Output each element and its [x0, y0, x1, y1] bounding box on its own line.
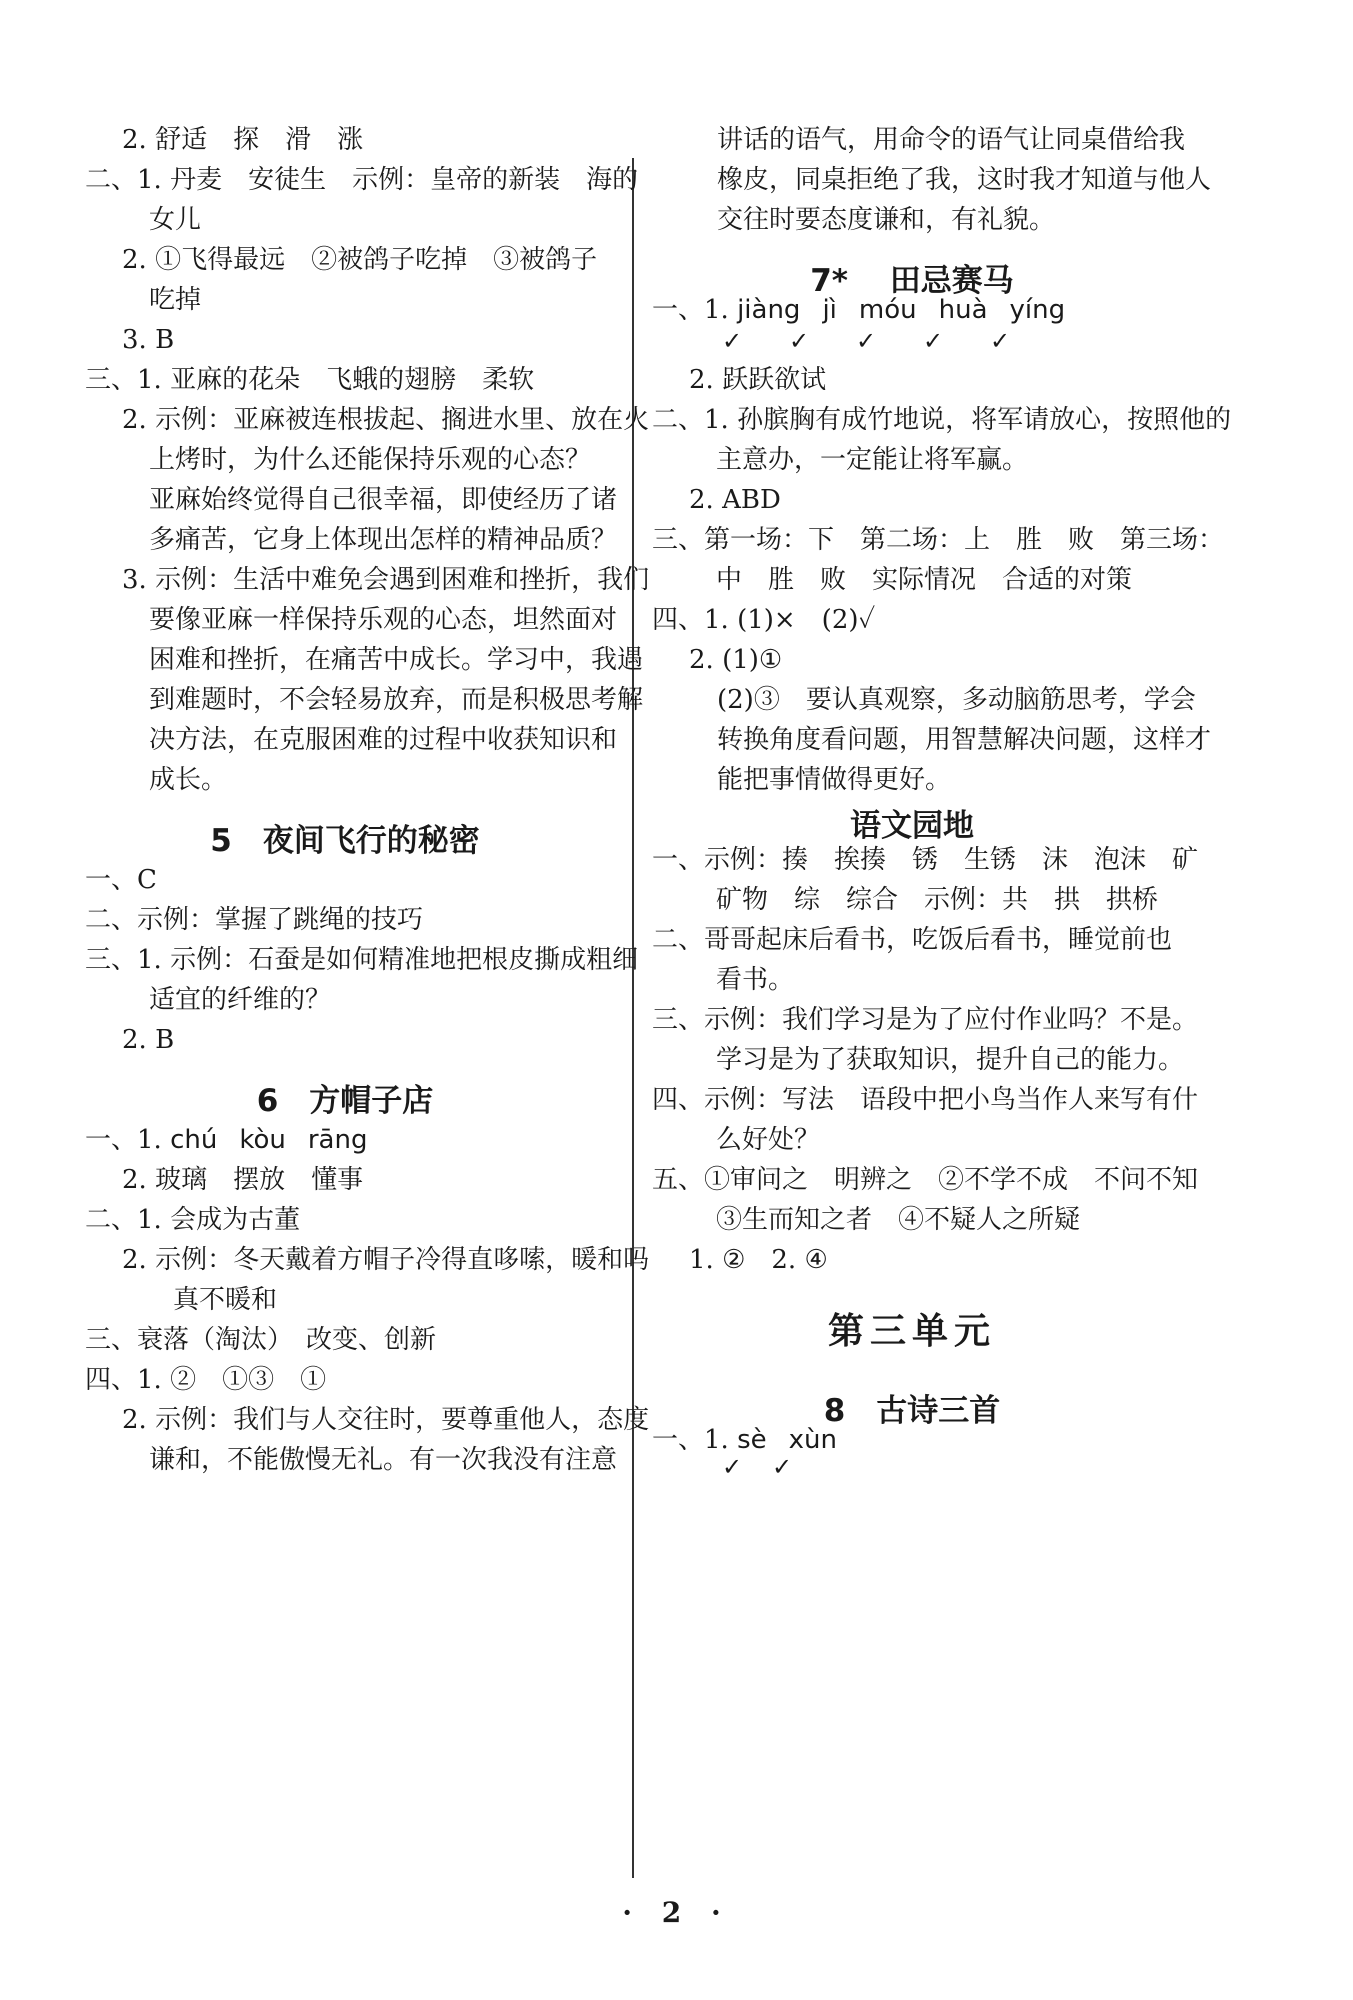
- answer-line: 女儿: [149, 205, 202, 235]
- section-heading: 7* 田忌赛马: [810, 263, 1014, 299]
- answer-line: 2. 舒适 探 滑 涨: [122, 125, 364, 155]
- section-heading: 语文园地: [850, 808, 974, 844]
- answer-line: 三、示例：我们学习是为了应付作业吗？不是。: [652, 1005, 1199, 1035]
- answer-line: ③生而知之者 ④不疑人之所疑: [716, 1205, 1081, 1235]
- page-number: · 2 ·: [622, 1896, 731, 1929]
- answer-line: (2)③ 要认真观察，多动脑筋思考，学会: [717, 685, 1196, 715]
- answer-line: 讲话的语气，用命令的语气让同桌借给我: [717, 125, 1186, 155]
- answer-line: 一、示例：揍 挨揍 锈 生锈 沫 泡沫 矿: [652, 845, 1199, 875]
- answer-line: 四、1. (1)× (2)✓: [652, 605, 876, 635]
- pinyin: huà: [938, 295, 988, 325]
- answer-line: 2. B: [122, 1025, 175, 1055]
- answer-line: 真不暖和: [173, 1285, 278, 1315]
- question-number: 一、1.: [652, 295, 729, 325]
- pinyin-group: [737, 1425, 859, 1455]
- pinyin: jiàng: [737, 295, 801, 325]
- answer-line: 2. 示例：我们与人交往时，要尊重他人，态度: [122, 1405, 650, 1435]
- question-number: 一、1.: [85, 1125, 162, 1155]
- answer-line: 谦和，不能傲慢无礼。有一次我没有注意: [149, 1445, 618, 1475]
- answer-line: 3. 示例：生活中难免会遇到困难和挫折，我们: [122, 565, 650, 595]
- answer-line: 看书。: [716, 965, 795, 995]
- answer-line: 到难题时，不会轻易放弃，而是积极思考解: [149, 685, 644, 715]
- answer-line: 三、衰落（淘汰） 改变、创新: [85, 1325, 437, 1355]
- pinyin: chú: [170, 1125, 218, 1155]
- unit-heading: 第三单元: [827, 1310, 996, 1352]
- answer-line: 适宜的纤维的？: [149, 985, 332, 1015]
- answer-line: 多痛苦，它身上体现出怎样的精神品质？: [149, 525, 618, 555]
- answer-line: [652, 297, 1087, 323]
- answer-line: 上烤时，为什么还能保持乐观的心态？: [149, 445, 592, 475]
- answer-line: 五、①审问之 明辨之 ②不学不成 不问不知: [652, 1165, 1199, 1195]
- answer-line: 2. 示例：亚麻被连根拔起、搁进水里、放在火: [122, 405, 650, 435]
- answer-line: 二、1. 丹麦 安徒生 示例：皇帝的新装 海的: [85, 165, 639, 195]
- answer-line: 二、1. 会成为古董: [85, 1205, 301, 1235]
- answer-line: 二、示例：掌握了跳绳的技巧: [85, 905, 424, 935]
- pinyin: móu: [858, 295, 917, 325]
- check-icon: ✓: [772, 1453, 793, 1481]
- section-heading: 8 古诗三首: [823, 1393, 1001, 1429]
- answer-line: 二、哥哥起床后看书，吃饭后看书，睡觉前也: [652, 925, 1173, 955]
- pinyin-group: [170, 1125, 389, 1155]
- answer-line: 要像亚麻一样保持乐观的心态，坦然面对: [149, 605, 618, 635]
- answer-line: 中 胜 败 实际情况 合适的对策: [716, 565, 1133, 595]
- answer-line: 转换角度看问题，用智慧解决问题，这样才: [717, 725, 1212, 755]
- answer-line: 四、示例：写法 语段中把小鸟当作人来写有什: [652, 1085, 1199, 1115]
- check-icon: ✓: [856, 327, 877, 355]
- pinyin-group: [737, 295, 1087, 325]
- check-icon: ✓: [722, 327, 743, 355]
- check-icon: ✓: [990, 327, 1011, 355]
- answer-line: 能把事情做得更好。: [717, 765, 952, 795]
- pinyin: kòu: [239, 1125, 286, 1155]
- answer-line: 交往时要态度谦和，有礼貌。: [717, 205, 1056, 235]
- answer-line: 学习是为了获取知识，提升自己的能力。: [716, 1045, 1185, 1075]
- question-number: 一、1.: [652, 1425, 729, 1455]
- check-icon: ✓: [923, 327, 944, 355]
- answer-line: 2. 跃跃欲试: [689, 365, 827, 395]
- answer-line: 3. B: [122, 325, 175, 355]
- section-heading: 5 夜间飞行的秘密: [210, 823, 480, 859]
- answer-line: 1. ② 2. ④: [689, 1245, 828, 1275]
- pinyin: xùn: [788, 1425, 837, 1455]
- check-marks: [722, 1453, 839, 1481]
- answer-line: 三、1. 示例：石蚕是如何精准地把根皮撕成粗细: [85, 945, 639, 975]
- answer-line: [85, 1127, 389, 1153]
- answer-line: 成长。: [149, 765, 228, 795]
- check-marks: [722, 327, 1057, 355]
- pinyin: yíng: [1009, 295, 1066, 325]
- answer-line: 三、第一场：下 第二场：上 胜 败 第三场：: [652, 525, 1225, 555]
- answer-line: 2. ABD: [689, 485, 781, 515]
- answer-line: 三、1. 亚麻的花朵 飞蛾的翅膀 柔软: [85, 365, 535, 395]
- pinyin: rāng: [307, 1125, 368, 1155]
- check-icon: ✓: [722, 1453, 743, 1481]
- answer-line: 亚麻始终觉得自己很幸福，即使经历了诸: [149, 485, 618, 515]
- answer-line: 决方法，在克服困难的过程中收获知识和: [149, 725, 618, 755]
- answer-line: 2. 示例：冬天戴着方帽子冷得直哆嗦，暖和吗: [122, 1245, 650, 1275]
- answer-line: 四、1. ② ①③ ①: [85, 1365, 327, 1395]
- answer-line: 橡皮，同桌拒绝了我，这时我才知道与他人: [717, 165, 1212, 195]
- answer-line: 一、C: [85, 865, 157, 895]
- answer-line: 吃掉: [149, 285, 202, 315]
- answer-line: 2. (1)①: [689, 645, 783, 675]
- answer-line: 二、1. 孙膑胸有成竹地说，将军请放心，按照他的: [652, 405, 1232, 435]
- check-icon: ✓: [789, 327, 810, 355]
- answer-line: 主意办，一定能让将军赢。: [716, 445, 1029, 475]
- pinyin: jì: [822, 295, 837, 325]
- answer-line: [652, 1427, 859, 1453]
- section-heading: 6 方帽子店: [256, 1083, 434, 1119]
- pinyin: sè: [737, 1425, 767, 1455]
- answer-line: 矿物 综 综合 示例：共 拱 拱桥: [716, 885, 1159, 915]
- answer-line: 困难和挫折，在痛苦中成长。学习中，我遇: [149, 645, 644, 675]
- answer-line: 么好处？: [716, 1125, 821, 1155]
- answer-line: 2. 玻璃 摆放 懂事: [122, 1165, 364, 1195]
- answer-line: 2. ①飞得最远 ②被鸽子吃掉 ③被鸽子: [122, 245, 598, 275]
